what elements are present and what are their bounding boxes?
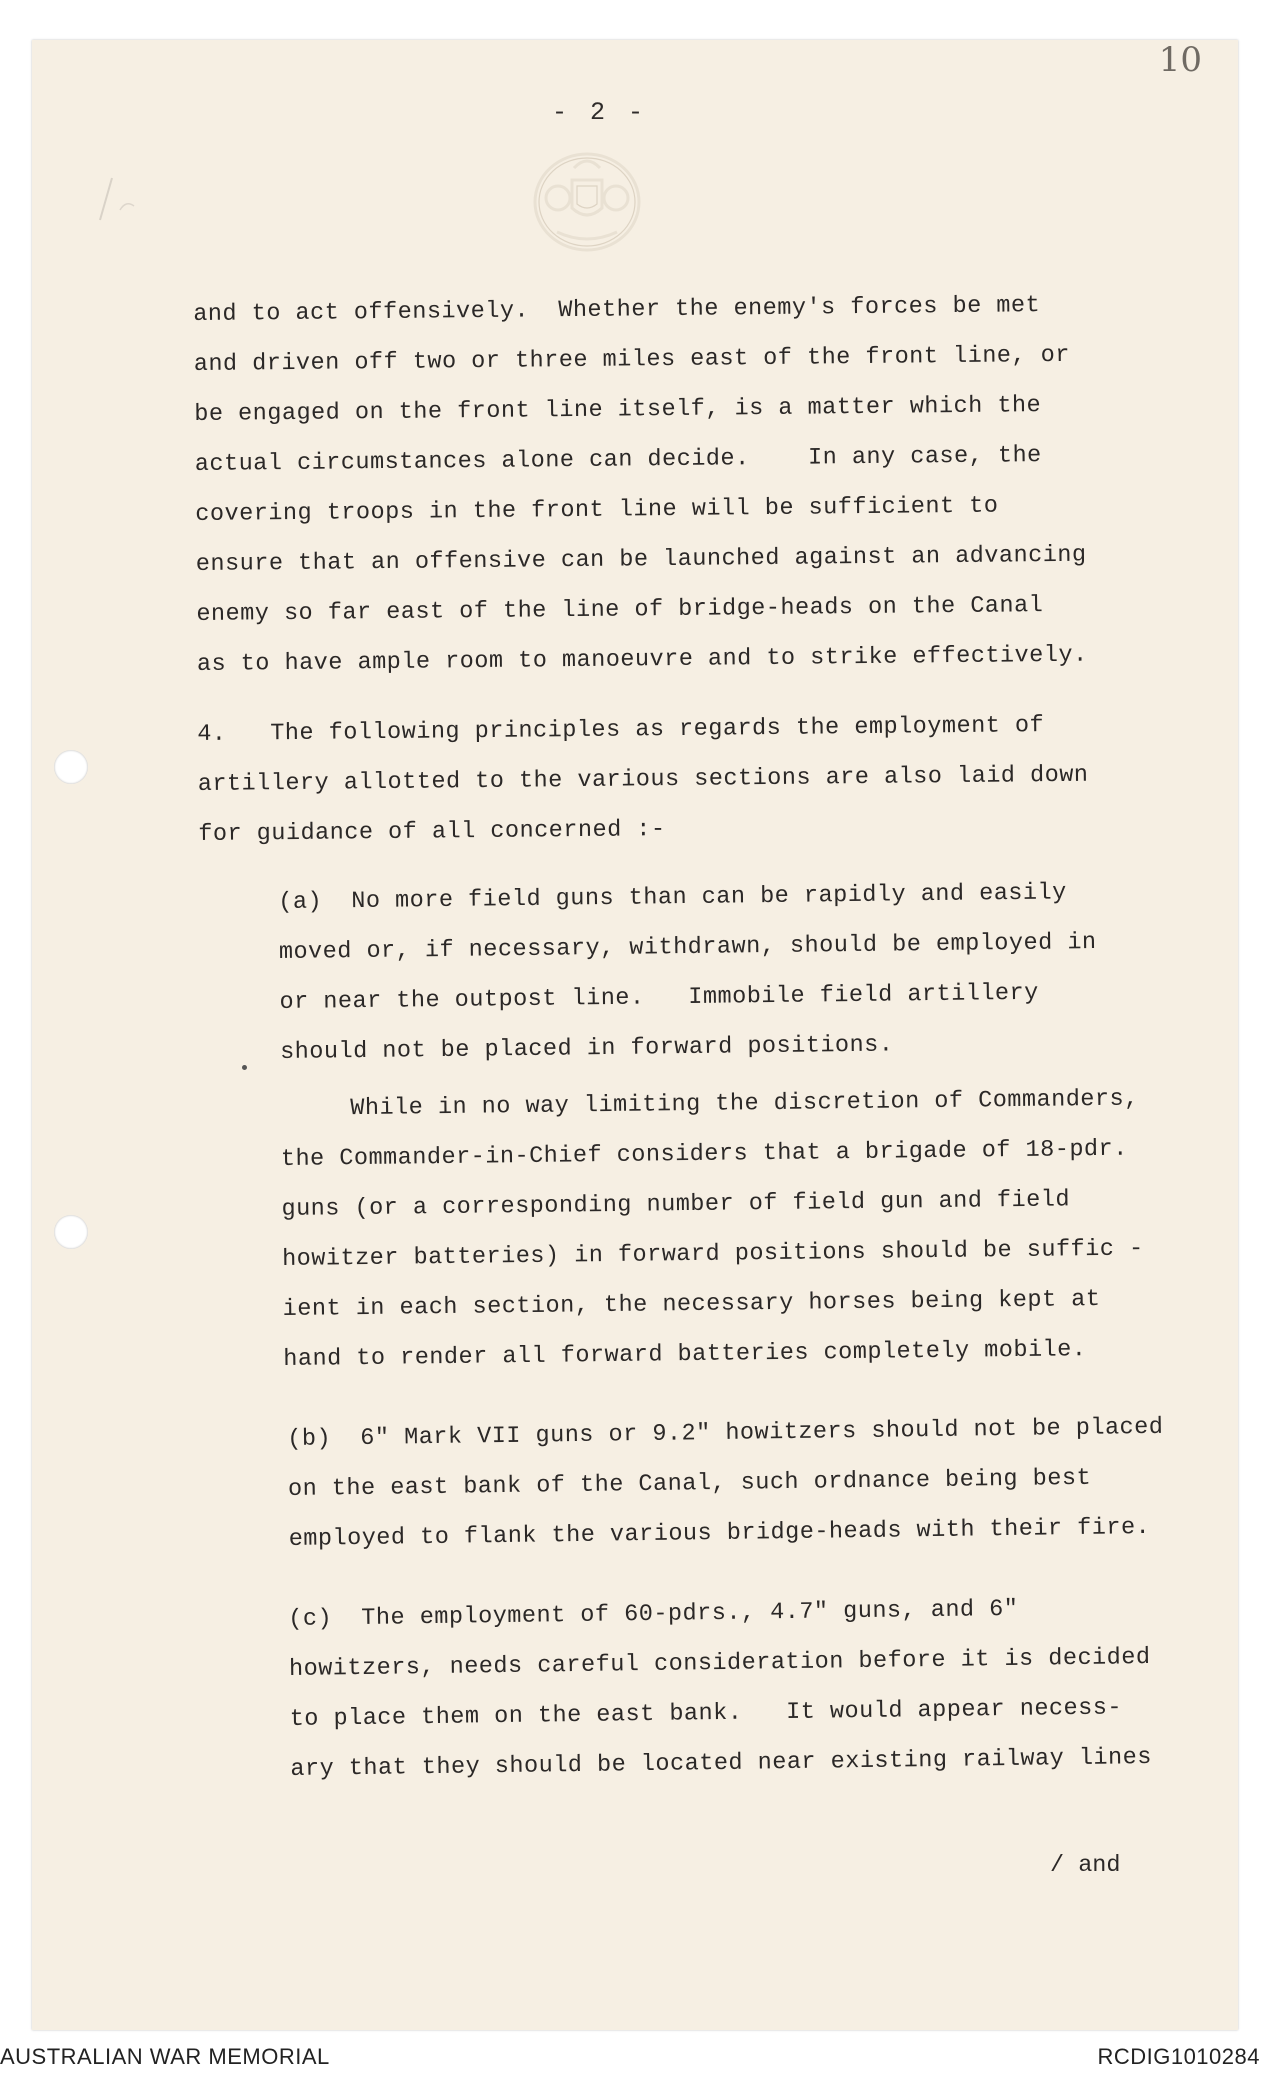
text-line: ensure that an offensive can be launched against an advancing [195,541,1087,578]
text-line: actual circumstances alone can decide. In any case, the [194,442,1042,478]
text-line: (c) The employment of 60-pdrs., 4.7" guns, and 6" [288,1595,1019,1633]
text-line: (a) No more field guns than can be rapidly and easily [278,879,1067,916]
footer-id: RCDIG1010284 [1097,2044,1260,2069]
text-line: or near the outpost line. Immobile field artillery [279,979,1039,1016]
paragraph-continued [193,281,1088,690]
item-c [288,1583,1152,1795]
royal-coat-of-arms-embossed-seal-icon [522,140,652,260]
item-a [278,868,1098,1078]
stray-mark [242,1065,247,1070]
text-line: should not be placed in forward positions. [279,1031,894,1066]
text-line: ary that they should be located near existing railway lines [290,1743,1153,1783]
text-line: be engaged on the front line itself, is a matter which the [194,392,1042,428]
footer-source: AUSTRALIAN WAR MEMORIAL [0,2044,330,2069]
text-line: for guidance of all concerned :- [198,816,666,848]
pencil-mark [90,170,150,230]
text-line: guns (or a corresponding number of field gun and field [281,1186,1071,1223]
text-line: the Commander-in-Chief considers that a brigade of 18-pdr. [280,1135,1128,1173]
text-line: to place them on the east bank. It would appear necess- [289,1694,1123,1733]
text-line: on the east bank of the Canal, such ordnance being best [287,1464,1092,1503]
text-line: howitzer batteries) in forward positions should be suffic - [281,1235,1144,1273]
text-line: and driven off two or three miles east of the front line, or [193,341,1071,378]
text-line: enemy so far east of the line of bridge-heads on the Canal [196,592,1044,628]
item-a-continued [280,1074,1145,1385]
text-line: and to act offensively. Whether the enemy's forces be met [193,292,1041,328]
text-line: artillery allotted to the various sections are also laid down [197,761,1089,798]
text-line: employed to flank the various bridge-heads with their fire. [288,1513,1151,1553]
catchword: / and [1050,1852,1121,1879]
item-b [287,1403,1165,1565]
text-line: ient in each section, the necessary horses being kept at [282,1285,1101,1323]
text-line: covering troops in the front line will be sufficient to [195,492,999,528]
text-line: howitzers, needs careful consideration before it is decided [288,1643,1151,1683]
text-line: as to have ample room to manoeuvre and to strike effectively. [196,641,1088,678]
paragraph-4 [197,701,1089,860]
text-line: (b) 6" Mark VII guns or 9.2" howitzers should not be placed [287,1413,1164,1453]
text-line: While in no way limiting the discretion of Commanders, [350,1085,1139,1123]
text-line: moved or, if necessary, withdrawn, should be employed in [278,929,1097,966]
text-line: 4. The following principles as regards the employment of [197,712,1045,748]
page-number: - 2 - [552,98,648,127]
text-line: hand to render all forward batteries completely mobile. [283,1336,1087,1373]
punch-hole [54,750,88,784]
folio-number: 10 [1158,40,1202,80]
punch-hole [54,1215,88,1249]
